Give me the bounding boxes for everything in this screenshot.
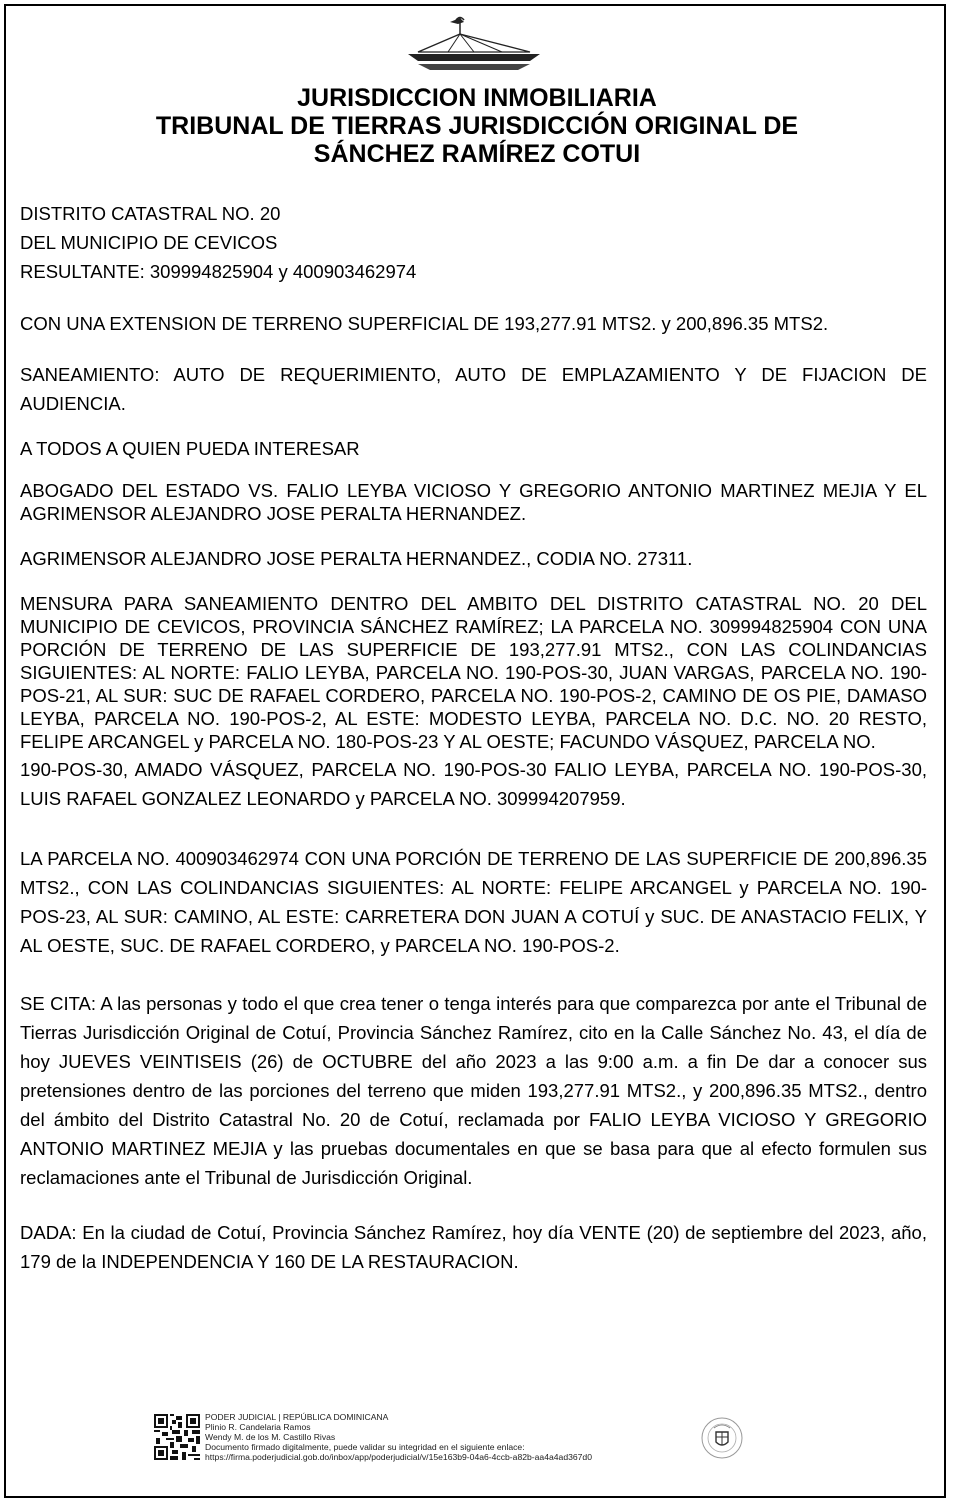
signature-validation-link[interactable]: https://firma.poderjudicial.gob.do/inbox/app/poderjudicial/v/15e163b9-04a6-4ccb-a82b-aa4a4ad367d0 <box>205 1452 592 1463</box>
parcela-2-paragraph: LA PARCELA NO. 400903462974 CON UNA PORCIÓN DE TERRENO DE LAS SUPERFICIE DE 200,896.35 MTS2., CON LAS COLINDANCIAS SIGUIENTES: AL NORTE: FELIPE ARCANGEL y PARCELA NO. 190-POS-23, AL SUR: CAMINO, AL ESTE: CARRETERA DON JUAN A COTUÍ y SUC. DE ANASTACIO FELIX, Y AL OESTE, SUC. DE RAFAEL CORDERO, y PARCELA NO. 190-POS-2. <box>20 848 927 956</box>
district-line-3: RESULTANTE: 309994825904 y 400903462974 <box>20 261 417 282</box>
district-line-2: DEL MUNICIPIO DE CEVICOS <box>20 232 278 253</box>
district-line-1: DISTRITO CATASTRAL NO. 20 <box>20 203 281 224</box>
court-emblem-icon <box>398 14 550 72</box>
document-body <box>20 199 927 1276</box>
a-todos-paragraph: A TODOS A QUIEN PUEDA INTERESAR <box>20 438 360 459</box>
title-line-2: TRIBUNAL DE TIERRAS JURISDICCIÓN ORIGINAL DE <box>155 112 799 140</box>
extension-paragraph: CON UNA EXTENSION DE TERRENO SUPERFICIAL DE 193,277.91 MTS2. y 200,896.35 MTS2. <box>20 313 829 334</box>
dada-paragraph: DADA: En la ciudad de Cotuí, Provincia Sánchez Ramírez, hoy día VENTE (20) de septiembre del 2023, año, 179 de la INDEPENDENCIA Y 160 DE LA RESTAURACION. <box>20 1222 927 1272</box>
signature-line-4: Documento firmado digitalmente, puede validar su integridad en el siguiente enlace: <box>205 1442 525 1453</box>
agrimensor-paragraph: AGRIMENSOR ALEJANDRO JOSE PERALTA HERNANDEZ., CODIA NO. 27311. <box>20 548 693 569</box>
signature-line-3: Wendy M. de los M. Castillo Rivas <box>205 1432 336 1443</box>
signature-text <box>205 1412 592 1462</box>
saneamiento-paragraph: SANEAMIENTO: AUTO DE REQUERIMIENTO, AUTO DE EMPLAZAMIENTO Y DE FIJACION DE AUDIENCIA. <box>20 364 927 414</box>
qr-code-icon[interactable] <box>154 1414 200 1460</box>
title-line-1: JURISDICCION INMOBILIARIA <box>297 84 657 112</box>
digital-signature-block <box>154 1412 754 1476</box>
mensura-text-part-2: 190-POS-30, AMADO VÁSQUEZ, PARCELA NO. 190-POS-30 FALIO LEYBA, PARCELA NO. 190-POS-30, LUIS RAFAEL GONZALEZ LEONARDO y PARCELA NO. 309994207959. <box>20 759 927 809</box>
se-cita-paragraph: SE CITA: A las personas y todo el que crea tener o tenga interés para que comparezca por ante el Tribunal de Tierras Jurisdicción Original de Cotuí, Provincia Sánchez Ramírez, cito en la Calle Sánchez No. 43, el día de hoy JUEVES VEINTISEIS (26) de OCTUBRE del año 2023 a las 9:00 a.m. a fin De dar a conocer sus pretensiones dentro de las porciones del terreno que miden 193,277.91 MTS2., y 200,896.35 MTS2., dentro del ámbito del Distrito Catastral No. 20 de Cotuí, reclamada por FALIO LEYBA VICIOSO Y GREGORIO ANTONIO MARTINEZ MEJIA y las pruebas documentales en que se basa para que al efecto formulen sus reclamaciones ante el Tribunal de Jurisdicción Original. <box>20 993 927 1188</box>
parties-paragraph: ABOGADO DEL ESTADO VS. FALIO LEYBA VICIOSO Y GREGORIO ANTONIO MARTINEZ MEJIA Y EL AGRIMENSOR ALEJANDRO JOSE PERALTA HERNANDEZ. <box>20 480 927 524</box>
title-line-3: SÁNCHEZ RAMÍREZ COTUI <box>313 140 641 168</box>
signature-line-1: PODER JUDICIAL | REPÚBLICA DOMINICANA <box>205 1412 389 1422</box>
mensura-paragraph <box>20 592 927 813</box>
document-title <box>0 84 954 168</box>
mensura-text-part-1: MENSURA PARA SANEAMIENTO DENTRO DEL AMBITO DEL DISTRITO CATASTRAL NO. 20 DEL MUNICIPIO DE CEVICOS, PROVINCIA SÁNCHEZ RAMÍREZ; LA PARCELA NO. 309994825904 CON UNA PORCIÓN DE TERRENO DE LAS SUPERFICIE DE 193,277.91 MTS2., CON LAS COLINDANCIAS SIGUIENTES: AL NORTE: FALIO LEYBA, PARCELA NO. 190-POS-30, JUAN VARGAS, PARCELA NO. 190-POS-21, AL SUR: SUC DE RAFAEL CORDERO, PARCELA NO. 190-POS-2, CAMINO DE OS PIE, DAMASO LEYBA, PARCELA NO. 190-POS-2, AL ESTE: MODESTO LEYBA, PARCELA NO. D.C. NO. 20 RESTO, FELIPE ARCANGEL y PARCELA NO. 180-POS-23 Y AL OESTE; FACUNDO VÁSQUEZ, PARCELA NO. <box>20 593 927 752</box>
judicial-seal-icon <box>700 1416 744 1460</box>
signature-line-2: Plinio R. Candelaria Ramos <box>205 1422 311 1433</box>
